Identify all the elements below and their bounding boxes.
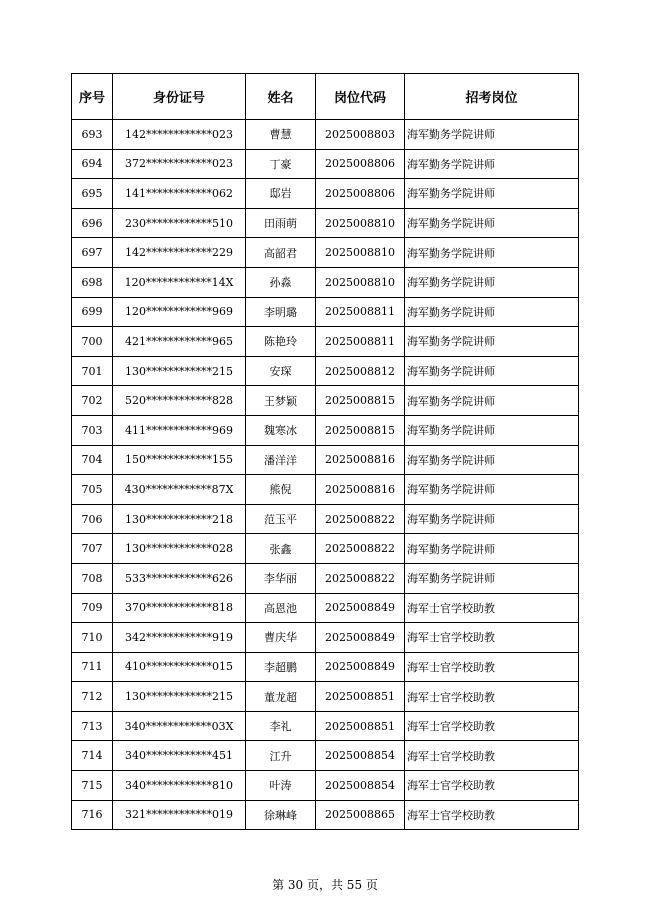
table-row: [72, 593, 579, 623]
cell-post-title: 海军勤务学院讲师: [405, 534, 579, 564]
cell-name: 熊倪: [246, 475, 316, 505]
cell-post-code: 2025008810: [316, 238, 405, 268]
cell-post-title: 海军士官学校助教: [405, 623, 579, 653]
table-row: [72, 682, 579, 712]
cell-post-code: 2025008849: [316, 593, 405, 623]
cell-seq: 704: [72, 445, 113, 475]
table-row: [72, 238, 579, 268]
cell-post-code: 2025008849: [316, 652, 405, 682]
cell-seq: 715: [72, 771, 113, 801]
table-row: [72, 327, 579, 357]
cell-id-number: 340************03X: [113, 711, 246, 741]
table-row: [72, 800, 579, 830]
cell-post-code: 2025008810: [316, 208, 405, 238]
cell-post-title: 海军勤务学院讲师: [405, 149, 579, 179]
cell-seq: 711: [72, 652, 113, 682]
cell-seq: 713: [72, 711, 113, 741]
cell-post-code: 2025008803: [316, 120, 405, 150]
cell-name: 高韶君: [246, 238, 316, 268]
cell-name: 曹庆华: [246, 623, 316, 653]
cell-name: 田雨萌: [246, 208, 316, 238]
cell-post-code: 2025008806: [316, 179, 405, 209]
cell-post-code: 2025008851: [316, 682, 405, 712]
cell-post-code: 2025008810: [316, 267, 405, 297]
cell-name: 邸岩: [246, 179, 316, 209]
cell-seq: 694: [72, 149, 113, 179]
cell-post-title: 海军士官学校助教: [405, 711, 579, 741]
table-row: [72, 623, 579, 653]
cell-id-number: 142************229: [113, 238, 246, 268]
cell-seq: 699: [72, 297, 113, 327]
cell-post-code: 2025008812: [316, 356, 405, 386]
cell-id-number: 520************828: [113, 386, 246, 416]
cell-id-number: 370************818: [113, 593, 246, 623]
cell-id-number: 141************062: [113, 179, 246, 209]
cell-post-title: 海军士官学校助教: [405, 800, 579, 830]
cell-post-title: 海军勤务学院讲师: [405, 563, 579, 593]
cell-name: 张鑫: [246, 534, 316, 564]
cell-name: 高恩池: [246, 593, 316, 623]
cell-post-code: 2025008806: [316, 149, 405, 179]
cell-seq: 705: [72, 475, 113, 505]
cell-seq: 710: [72, 623, 113, 653]
cell-name: 李礼: [246, 711, 316, 741]
header-name: 姓名: [246, 74, 316, 120]
cell-post-code: 2025008851: [316, 711, 405, 741]
cell-name: 李超鹏: [246, 652, 316, 682]
table-row: [72, 534, 579, 564]
cell-post-title: 海军士官学校助教: [405, 682, 579, 712]
cell-post-title: 海军勤务学院讲师: [405, 445, 579, 475]
table-row: [72, 563, 579, 593]
table-row: [72, 179, 579, 209]
table-row: [72, 415, 579, 445]
cell-id-number: 340************810: [113, 771, 246, 801]
cell-id-number: 130************028: [113, 534, 246, 564]
cell-id-number: 411************969: [113, 415, 246, 445]
header-row: [72, 74, 579, 120]
cell-seq: 702: [72, 386, 113, 416]
table-row: [72, 386, 579, 416]
cell-post-code: 2025008854: [316, 741, 405, 771]
cell-seq: 703: [72, 415, 113, 445]
cell-id-number: 430************87X: [113, 475, 246, 505]
roster-table: [71, 73, 579, 830]
table-row: [72, 208, 579, 238]
cell-name: 陈艳玲: [246, 327, 316, 357]
cell-name: 曹慧: [246, 120, 316, 150]
cell-post-title: 海军勤务学院讲师: [405, 504, 579, 534]
cell-post-code: 2025008815: [316, 415, 405, 445]
header-id-number: 身份证号: [113, 74, 246, 120]
cell-seq: 708: [72, 563, 113, 593]
cell-id-number: 120************14X: [113, 267, 246, 297]
cell-post-title: 海军士官学校助教: [405, 771, 579, 801]
table-row: [72, 741, 579, 771]
cell-name: 王梦颖: [246, 386, 316, 416]
cell-id-number: 410************015: [113, 652, 246, 682]
cell-name: 魏寒冰: [246, 415, 316, 445]
cell-post-title: 海军勤务学院讲师: [405, 327, 579, 357]
cell-post-code: 2025008822: [316, 563, 405, 593]
table-row: [72, 652, 579, 682]
cell-id-number: 230************510: [113, 208, 246, 238]
header-post-code: 岗位代码: [316, 74, 405, 120]
cell-seq: 693: [72, 120, 113, 150]
page-footer: 第 30 页，共 55 页: [272, 878, 378, 892]
table-row: [72, 475, 579, 505]
table-row: [72, 356, 579, 386]
cell-name: 丁豪: [246, 149, 316, 179]
cell-post-title: 海军勤务学院讲师: [405, 356, 579, 386]
cell-post-title: 海军勤务学院讲师: [405, 386, 579, 416]
cell-name: 江升: [246, 741, 316, 771]
cell-name: 安琛: [246, 356, 316, 386]
table-row: [72, 771, 579, 801]
cell-id-number: 150************155: [113, 445, 246, 475]
table-body: [72, 120, 579, 830]
cell-seq: 712: [72, 682, 113, 712]
cell-seq: 697: [72, 238, 113, 268]
cell-id-number: 340************451: [113, 741, 246, 771]
table-row: [72, 120, 579, 150]
cell-seq: 714: [72, 741, 113, 771]
cell-seq: 698: [72, 267, 113, 297]
header-post-title: 招考岗位: [405, 74, 579, 120]
cell-post-code: 2025008816: [316, 475, 405, 505]
cell-post-code: 2025008854: [316, 771, 405, 801]
cell-seq: 696: [72, 208, 113, 238]
cell-post-title: 海军士官学校助教: [405, 741, 579, 771]
cell-post-title: 海军勤务学院讲师: [405, 297, 579, 327]
cell-post-title: 海军士官学校助教: [405, 652, 579, 682]
cell-id-number: 321************019: [113, 800, 246, 830]
table-row: [72, 711, 579, 741]
cell-post-title: 海军勤务学院讲师: [405, 415, 579, 445]
cell-id-number: 372************023: [113, 149, 246, 179]
cell-seq: 709: [72, 593, 113, 623]
cell-id-number: 142************023: [113, 120, 246, 150]
cell-name: 叶涛: [246, 771, 316, 801]
cell-id-number: 342************919: [113, 623, 246, 653]
header-seq: 序号: [72, 74, 113, 120]
cell-post-code: 2025008822: [316, 504, 405, 534]
cell-seq: 716: [72, 800, 113, 830]
cell-id-number: 120************969: [113, 297, 246, 327]
table-row: [72, 445, 579, 475]
cell-name: 李明璐: [246, 297, 316, 327]
cell-post-code: 2025008865: [316, 800, 405, 830]
cell-seq: 700: [72, 327, 113, 357]
table-row: [72, 267, 579, 297]
cell-post-code: 2025008816: [316, 445, 405, 475]
cell-post-title: 海军勤务学院讲师: [405, 238, 579, 268]
cell-post-title: 海军勤务学院讲师: [405, 120, 579, 150]
cell-seq: 707: [72, 534, 113, 564]
cell-seq: 701: [72, 356, 113, 386]
table-row: [72, 504, 579, 534]
cell-name: 范玉平: [246, 504, 316, 534]
cell-id-number: 533************626: [113, 563, 246, 593]
table-row: [72, 149, 579, 179]
cell-post-title: 海军士官学校助教: [405, 593, 579, 623]
cell-post-title: 海军勤务学院讲师: [405, 208, 579, 238]
cell-post-code: 2025008811: [316, 327, 405, 357]
cell-id-number: 130************218: [113, 504, 246, 534]
cell-name: 董龙超: [246, 682, 316, 712]
table-row: [72, 297, 579, 327]
cell-seq: 706: [72, 504, 113, 534]
cell-post-code: 2025008822: [316, 534, 405, 564]
cell-post-code: 2025008815: [316, 386, 405, 416]
cell-id-number: 130************215: [113, 682, 246, 712]
cell-name: 徐琳峰: [246, 800, 316, 830]
cell-name: 孙淼: [246, 267, 316, 297]
cell-post-code: 2025008811: [316, 297, 405, 327]
cell-post-title: 海军勤务学院讲师: [405, 475, 579, 505]
cell-name: 李华丽: [246, 563, 316, 593]
cell-name: 潘洋洋: [246, 445, 316, 475]
cell-seq: 695: [72, 179, 113, 209]
cell-post-title: 海军勤务学院讲师: [405, 267, 579, 297]
cell-post-title: 海军勤务学院讲师: [405, 179, 579, 209]
cell-id-number: 130************215: [113, 356, 246, 386]
cell-post-code: 2025008849: [316, 623, 405, 653]
cell-id-number: 421************965: [113, 327, 246, 357]
